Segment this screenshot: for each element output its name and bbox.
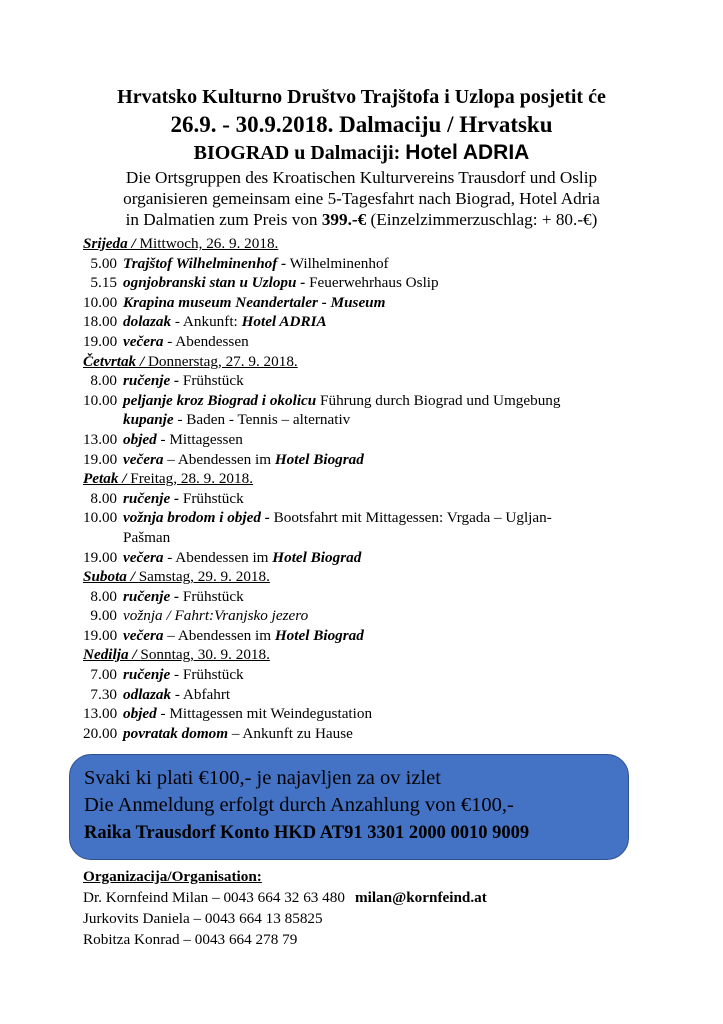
day-heading xyxy=(83,645,703,665)
event-de: Frühstück xyxy=(179,587,244,605)
payment-line-de: Die Anmeldung erfolgt durch Anzahlung von €100,- xyxy=(84,794,514,816)
event-hr: objed xyxy=(123,705,157,723)
event-de: Pašman xyxy=(123,528,171,546)
event-description xyxy=(123,685,703,705)
day-name-hr: Srijeda / xyxy=(83,235,140,252)
event-hr: Trajštof Wilhelminenhof - xyxy=(123,254,287,272)
event-de: Führung durch Biograd und Umgebung xyxy=(316,391,561,409)
day-name-hr: Petak / xyxy=(83,470,131,488)
event-de: - Ankunft: xyxy=(171,313,242,331)
event-venue: Hotel ADRIA xyxy=(241,313,327,331)
schedule-item xyxy=(83,254,703,274)
schedule-item xyxy=(83,450,703,470)
event-time: 8.00 xyxy=(90,372,117,390)
contact-name-phone: Robitza Konrad – 0043 664 278 79 xyxy=(83,931,298,948)
schedule-item xyxy=(83,606,703,626)
event-hr: ručenje - xyxy=(123,587,180,605)
schedule-item xyxy=(83,371,703,391)
title-line-1: Hrvatsko Kulturno Društvo Trajštofa i Uzlopa posjetit će xyxy=(117,86,606,108)
schedule xyxy=(83,234,703,743)
event-description xyxy=(123,626,703,646)
schedule-item xyxy=(83,332,703,352)
contact-email: milan@kornfeind.at xyxy=(354,889,487,906)
intro-line: organisieren gemeinsam eine 5-Tagesfahrt nach Biograd, Hotel Adria xyxy=(123,189,600,208)
day-heading xyxy=(83,469,703,489)
event-description xyxy=(123,548,703,568)
event-description xyxy=(123,724,703,744)
day-date: Sonntag, 30. 9. 2018. xyxy=(140,646,270,664)
day-heading xyxy=(83,567,703,587)
event-hr: odlazak xyxy=(123,685,172,703)
destination-label: BIOGRAD u Dalmaciji: xyxy=(193,142,406,164)
event-de: - Baden - Tennis – alternativ xyxy=(173,411,351,429)
event-de: - Frühstück xyxy=(170,666,244,684)
schedule-item xyxy=(83,685,703,705)
event-time: 13.00 xyxy=(83,430,118,448)
event-time: 19.00 xyxy=(83,450,118,468)
day-date: Mittwoch, 26. 9. 2018. xyxy=(139,235,279,252)
event-de: – Abendessen im xyxy=(163,626,275,644)
day-date: Donnerstag, 27. 9. 2018. xyxy=(147,352,298,370)
event-hr: vožnja / Fahrt:Vranjsko jezero xyxy=(123,607,309,625)
event-hr: peljanje kroz Biograd i okolicu xyxy=(123,391,317,409)
event-de: Feuerwehrhaus Oslip xyxy=(305,274,439,292)
event-description xyxy=(123,391,703,411)
contact-line xyxy=(83,908,487,929)
event-hr: dolazak xyxy=(123,313,172,331)
payment-box xyxy=(69,754,629,860)
schedule-item xyxy=(83,508,703,528)
contact-name-phone: Dr. Kornfeind Milan – 0043 664 32 63 480 xyxy=(83,889,345,906)
event-de: - Abendessen im xyxy=(163,548,273,566)
event-hr: večera xyxy=(123,332,164,350)
schedule-item xyxy=(83,665,703,685)
day-name-hr: Subota / xyxy=(83,568,139,586)
schedule-item xyxy=(83,724,703,744)
day-date: Freitag, 28. 9. 2018. xyxy=(130,470,254,488)
event-hr: večera xyxy=(123,450,164,468)
event-time: 8.00 xyxy=(90,587,117,605)
contact-name-phone: Jurkovits Daniela – 0043 664 13 85825 xyxy=(83,910,323,927)
event-description xyxy=(123,587,703,607)
event-time: 13.00 xyxy=(83,705,118,723)
event-description xyxy=(123,665,703,685)
event-time: 10.00 xyxy=(83,391,118,409)
schedule-item xyxy=(83,489,703,509)
event-description xyxy=(123,508,703,528)
event-hr: večera xyxy=(123,548,164,566)
event-hr: objed xyxy=(123,430,157,448)
hotel-name: Hotel ADRIA xyxy=(405,141,530,164)
event-de: – Ankunft zu Hause xyxy=(228,724,353,742)
schedule-item xyxy=(83,528,703,548)
event-time: 10.00 xyxy=(83,509,118,527)
event-time: 7.00 xyxy=(90,666,117,684)
event-description xyxy=(123,332,703,352)
event-time: 5.15 xyxy=(90,274,117,292)
event-description xyxy=(123,293,703,313)
event-time: 19.00 xyxy=(83,332,118,350)
event-de: - Abfahrt xyxy=(171,685,231,703)
event-de: Bootsfahrt mit Mittagessen: Vrgada – Ugljan- xyxy=(269,509,552,527)
event-description xyxy=(123,410,703,430)
title-dates: 26.9. - 30.9.2018. Dalmaciju / Hrvatsku xyxy=(170,112,553,137)
event-description xyxy=(123,254,703,274)
intro-line xyxy=(0,209,723,230)
payment-line-hr: Svaki ki plati €100,- je najavljen za ov izlet xyxy=(84,767,441,789)
event-hr: ognjobranski stan u Uzlopu - xyxy=(123,274,306,292)
event-hr: ručenje - xyxy=(123,489,180,507)
event-time xyxy=(83,410,123,430)
event-time: 7.30 xyxy=(90,685,117,703)
event-hr: ručenje - xyxy=(123,372,180,390)
event-description xyxy=(123,371,703,391)
day-heading xyxy=(83,352,703,372)
schedule-item xyxy=(83,293,703,313)
event-description xyxy=(123,430,703,450)
intro-text xyxy=(0,167,723,230)
event-de: - Mittagessen xyxy=(156,430,243,448)
event-hr: povratak domom xyxy=(123,724,229,742)
title-destination xyxy=(0,141,723,165)
schedule-item xyxy=(83,704,703,724)
schedule-item xyxy=(83,430,703,450)
event-hr: večera xyxy=(123,626,164,644)
schedule-item xyxy=(83,587,703,607)
event-time: 19.00 xyxy=(83,548,118,566)
event-hr: vožnja brodom i objed - xyxy=(123,509,270,527)
event-description xyxy=(123,273,703,293)
event-hr: kupanje xyxy=(123,411,174,429)
event-time: 18.00 xyxy=(83,313,118,331)
event-de: – Abendessen im xyxy=(163,450,275,468)
event-de: - Abendessen xyxy=(163,332,249,350)
event-description xyxy=(123,312,703,332)
event-time: 20.00 xyxy=(83,724,118,742)
contact-line xyxy=(83,887,487,908)
schedule-item xyxy=(83,273,703,293)
event-hr: Krapina museum Neandertaler - Museum xyxy=(123,293,386,311)
schedule-item xyxy=(83,410,703,430)
event-description xyxy=(123,704,703,724)
schedule-item xyxy=(83,312,703,332)
event-de: Frühstück xyxy=(179,489,244,507)
day-name-hr: Četvrtak / xyxy=(83,352,148,370)
event-venue: Hotel Biograd xyxy=(274,450,364,468)
day-heading xyxy=(83,234,703,254)
event-description xyxy=(123,528,703,548)
schedule-item xyxy=(83,548,703,568)
schedule-item xyxy=(83,626,703,646)
intro-text-part: in Dalmatien zum Preis von xyxy=(125,210,322,229)
event-description xyxy=(123,489,703,509)
organisation-heading: Organizacija/Organisation: xyxy=(83,868,262,885)
event-time: 10.00 xyxy=(83,293,118,311)
event-time xyxy=(83,528,123,548)
event-time: 19.00 xyxy=(83,626,118,644)
event-de: Wilhelminenhof xyxy=(286,254,389,272)
schedule-item xyxy=(83,391,703,411)
event-de: Frühstück xyxy=(179,372,244,390)
day-name-hr: Nedilja / xyxy=(83,646,141,664)
price: 399.-€ xyxy=(321,210,367,229)
event-de: - Mittagessen mit Weindegustation xyxy=(156,705,373,723)
contact-line xyxy=(83,929,487,950)
day-date: Samstag, 29. 9. 2018. xyxy=(138,568,270,586)
event-time: 8.00 xyxy=(90,489,117,507)
organisation-section xyxy=(83,866,487,950)
event-hr: ručenje xyxy=(123,666,171,684)
intro-line: Die Ortsgruppen des Kroatischen Kulturvereins Trausdorf und Oslip xyxy=(125,168,598,187)
event-description xyxy=(123,606,703,626)
event-venue: Hotel Biograd xyxy=(274,626,364,644)
intro-text-part: (Einzelzimmerzuschlag: + 80.-€) xyxy=(366,210,598,229)
event-time: 9.00 xyxy=(90,607,117,625)
event-time: 5.00 xyxy=(90,254,117,272)
event-description xyxy=(123,450,703,470)
event-venue: Hotel Biograd xyxy=(272,548,362,566)
bank-account: Raika Trausdorf Konto HKD AT91 3301 2000 0010 9009 xyxy=(84,823,530,843)
